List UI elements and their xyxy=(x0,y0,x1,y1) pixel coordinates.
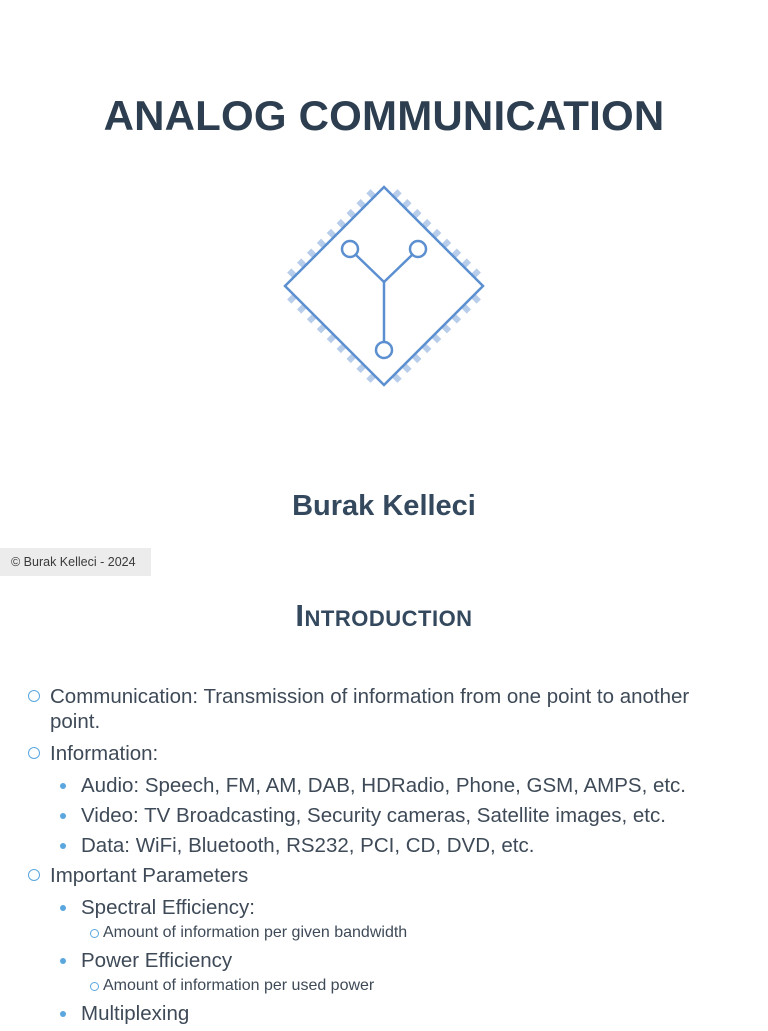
chip-circuit-icon xyxy=(276,178,492,394)
bullet-dot-icon xyxy=(60,958,66,964)
section-heading: Introduction xyxy=(295,598,473,633)
bullet-circle-icon xyxy=(28,690,40,702)
list-item xyxy=(28,773,738,798)
bullet-dot-icon xyxy=(60,843,66,849)
bullet-dot-icon xyxy=(60,813,66,819)
list-item-text: Information: xyxy=(50,742,159,765)
list-item-text: Spectral Efficiency: xyxy=(81,896,255,919)
list-item xyxy=(28,923,738,943)
list-item xyxy=(28,833,738,858)
bullet-circle-icon xyxy=(28,869,40,881)
bullet-dot-icon xyxy=(60,1011,66,1017)
list-item xyxy=(28,684,738,734)
list-item xyxy=(28,863,738,888)
list-item-text: Data: WiFi, Bluetooth, RS232, PCI, CD, DVD, etc. xyxy=(81,834,535,857)
bullet-list xyxy=(28,684,738,1031)
list-item-text: Audio: Speech, FM, AM, DAB, HDRadio, Phone, GSM, AMPS, etc. xyxy=(81,774,687,797)
author-name: Burak Kelleci xyxy=(292,490,476,522)
bullet-circle-icon xyxy=(90,929,99,938)
list-item xyxy=(28,948,738,973)
list-item-text: Video: TV Broadcasting, Security cameras, Satellite images, etc. xyxy=(81,804,666,827)
list-item xyxy=(28,895,738,920)
list-item-text: Communication: Transmission of information from one point to another point. xyxy=(50,685,690,733)
list-item-text: Power Efficiency xyxy=(81,949,233,972)
list-item-text: Amount of information per given bandwidth xyxy=(103,924,408,941)
bullet-circle-icon xyxy=(28,747,40,759)
list-item xyxy=(28,1001,738,1026)
list-item xyxy=(28,976,738,996)
list-item-text: Important Parameters xyxy=(50,864,249,887)
bullet-dot-icon xyxy=(60,905,66,911)
list-item-text: Multiplexing xyxy=(81,1002,190,1025)
bullet-circle-icon xyxy=(90,982,99,991)
copyright-notice: © Burak Kelleci - 2024 xyxy=(0,548,151,576)
slide-title: ANALOG COMMUNICATION xyxy=(103,92,665,139)
bullet-dot-icon xyxy=(60,783,66,789)
list-item-text: Amount of information per used power xyxy=(103,977,375,994)
list-item xyxy=(28,803,738,828)
list-item xyxy=(28,741,738,766)
